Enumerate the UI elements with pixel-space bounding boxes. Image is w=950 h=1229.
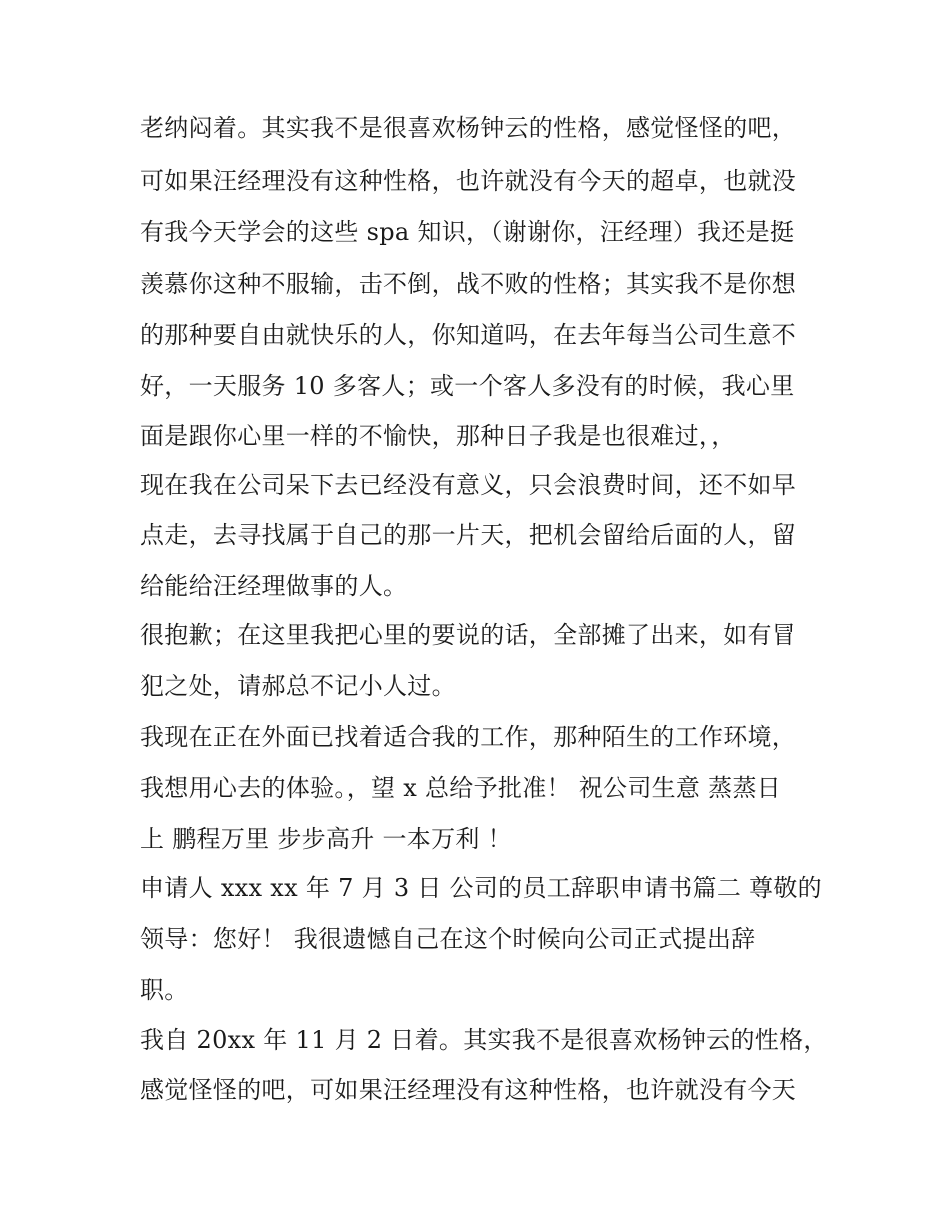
text-line: 上 鹏程万里 步步高升 一本万利 ！ (140, 825, 512, 853)
text-line: 好，一天服务 10 多客人；或一个客人多没有的时候，我心里 (140, 372, 795, 400)
text-line: 我现在正在外面已找着适合我的工作，那种陌生的工作环境， (140, 723, 797, 751)
text-line: 感觉怪怪的吧，可如果汪经理没有这种性格，也许就没有今天 (140, 1076, 797, 1104)
text-line: 申请人 xxx xx 年 7 月 3 日 公司的员工辞职申请书篇二 尊敬的 (140, 874, 822, 902)
text-line: 老纳闷着。其实我不是很喜欢杨钟云的性格，感觉怪怪的吧， (140, 114, 797, 142)
text-line: 可如果汪经理没有这种性格，也许就没有今天的超卓，也就没 (140, 167, 797, 195)
text-line: 领导：您好！ 我很遗憾自己在这个时候向公司正式提出辞 (140, 925, 756, 953)
text-line: 犯之处，请郝总不记小人过。 (140, 672, 456, 700)
text-line: 的那种要自由就快乐的人，你知道吗，在去年每当公司生意不 (140, 321, 797, 349)
text-line: 有我今天学会的这些 spa 知识，（谢谢你，汪经理）我还是挺 (140, 218, 795, 246)
text-line: 职。 (140, 976, 189, 1004)
text-line: 我自 20xx 年 11 月 2 日着。其实我不是很喜欢杨钟云的性格， (140, 1026, 828, 1054)
text-line: 现在我在公司呆下去已经没有意义，只会浪费时间，还不如早 (140, 471, 797, 499)
text-line: 给能给汪经理做事的人。 (140, 572, 408, 600)
text-line: 我想用心去的体验。，望 x 总给予批准！ 祝公司生意 蒸蒸日 (140, 774, 782, 802)
text-line: 羡慕你这种不服输，击不倒，战不败的性格；其实我不是你想 (140, 270, 797, 298)
text-line: 很抱歉；在这里我把心里的要说的话，全部摊了出来，如有冒 (140, 621, 797, 649)
text-line: 点走，去寻找属于自己的那一片天，把机会留给后面的人，留 (140, 521, 797, 549)
text-line: 面是跟你心里一样的不愉快，那种日子我是也很难过，， (140, 422, 736, 450)
